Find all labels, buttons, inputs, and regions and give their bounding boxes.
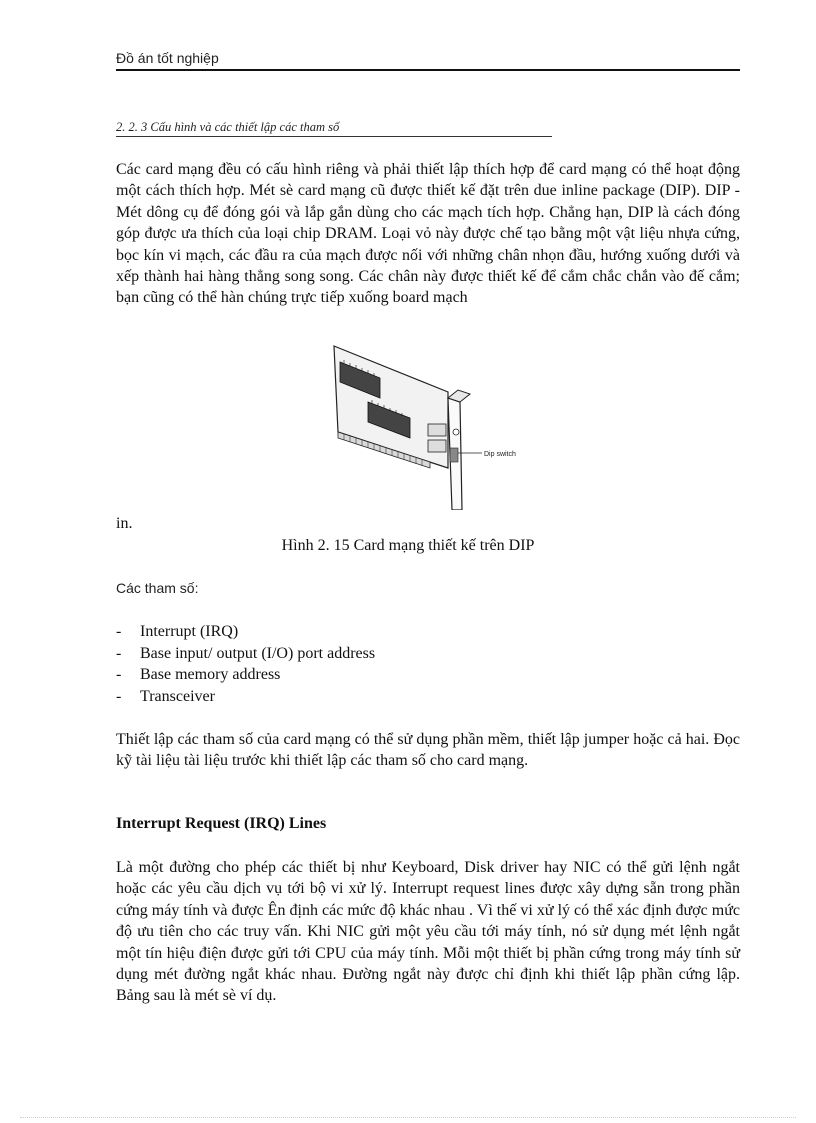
list-item: - Base memory address <box>116 664 375 686</box>
bullet-marker: - <box>116 623 122 640</box>
dip-switch-block-2 <box>428 440 446 452</box>
running-header: Đồ án tốt nghiệp <box>116 50 219 66</box>
bullet-marker: - <box>116 687 122 705</box>
figure-caption: Hình 2. 15 Card mạng thiết kế trên DIP <box>281 537 535 554</box>
paragraph-params-setup: Thiết lập các tham số của card mạng có thể sử dụng phần mềm, thiết lập jumper hoặc cả hai. Đọc kỹ tài liệu tài liệu trước khi thiết lập các tham số cho card mạng. <box>116 731 740 770</box>
header-rule <box>116 69 740 71</box>
bracket-port <box>453 429 459 435</box>
footer-divider <box>20 1117 796 1118</box>
bullet-marker: - <box>116 644 122 662</box>
list-item: - Transceiver <box>116 686 375 708</box>
paragraph-irq: Là một đường cho phép các thiết bị như Keyboard, Disk driver hay NIC có thể gửi lệnh ngắt hoặc các yêu cầu dịch vụ tới bộ vi xử lý. Interrupt request lines được xây dựng sẵn trong phần cứng máy tính và được Ên định các mức độ khác nhau . Vì thế vi xử lý có thể xác định được mức độ ưu tiên cho các truy vấn. Khi NIC gửi một yêu cầu tới máy tính, nó sử dụng mét lệnh ngắt một tín hiệu điện được gửi tới CPU của máy tính. Mỗi một thiết bị phần cứng trong máy tính sử dụng mét đường ngắt khác nhau. Đường ngắt này được chỉ định khi thiết lập phần cứng lập. Bảng sau là mét sè ví dụ. <box>116 859 740 1005</box>
list-item: - Base input/ output (I/O) port address <box>116 643 375 665</box>
section-heading: 2. 2. 3 Cấu hình và các thiết lập các tham số <box>116 120 552 137</box>
bullet-marker: - <box>116 666 122 683</box>
list-item: - Interrupt (IRQ) <box>116 621 375 643</box>
params-label: Các tham số: <box>116 580 199 596</box>
dip-switch-block-1 <box>428 424 446 436</box>
params-list <box>116 621 375 707</box>
network-card-illustration <box>330 340 530 510</box>
paragraph-dip-intro: Các card mạng đều có cấu hình riêng và phải thiết lập thích hợp để card mạng có thể hoạt động một cách thích hợp. Mét sè card mạng cũ được thiết kế đặt trên due inline package (DIP). DIP - Mét dông cụ để đóng gói và lắp gắn dùng cho các mạch tích hợp. Chẳng hạn, DIP là cách đóng góp được ưa thích của loại chip DRAM. Loại vỏ này được chế tạo bằng một vật liệu nhựa cứng, bọc kín vi mạch, các đầu ra của mạch được nối với những chân nhọn đầu, hướng xuống dưới và xếp thành hai hàng thẳng song song. Các chân này được thiết kế để cắm chắc chắn vào đế cắm; bạn cũng có thể hàn chúng trực tiếp xuống board mạch <box>116 161 740 307</box>
subheading-irq: Interrupt Request (IRQ) Lines <box>116 815 327 832</box>
bracket-connector <box>450 448 458 462</box>
dip-switch-label: Dip switch <box>484 451 516 458</box>
paragraph-dip-tail: in. <box>116 515 133 532</box>
